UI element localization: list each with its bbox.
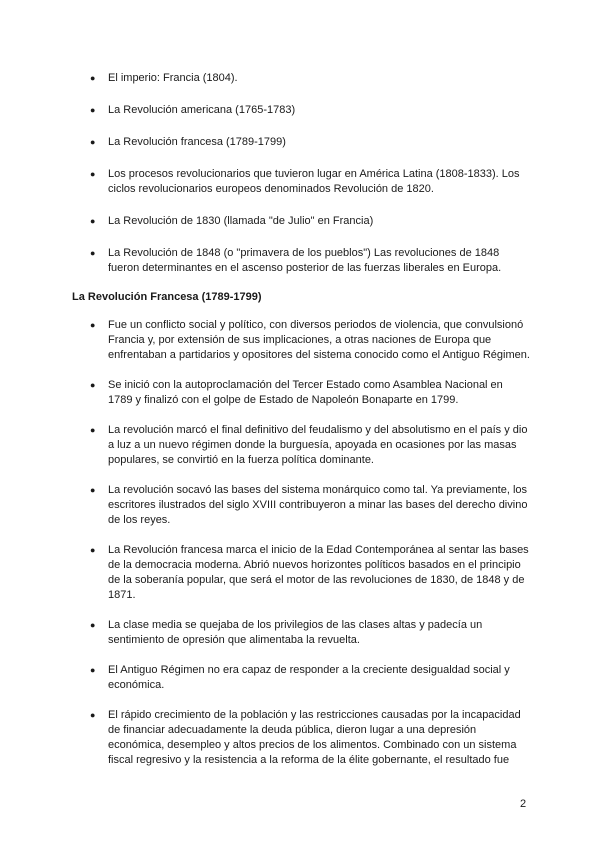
list-item xyxy=(90,543,530,603)
bullet-icon: ● xyxy=(90,248,96,258)
bullet-icon: ● xyxy=(90,380,96,390)
bullet-icon: ● xyxy=(90,216,96,226)
list-item-text: La revolución marcó el final definitivo del feudalismo y del absolutismo en el país y dio a luz a un nuevo régimen donde la burguesía, apoyada en ocasiones por las masas populares, se convirtió en la fuerza política dominante. xyxy=(108,424,528,466)
bullet-icon: ● xyxy=(90,665,96,675)
bullet-icon: ● xyxy=(90,169,96,179)
list-item xyxy=(90,663,530,693)
section-heading: La Revolución Francesa (1789-1799) xyxy=(72,291,262,303)
list-item-text: La Revolución de 1848 (o "primavera de los pueblos") Las revoluciones de 1848 fueron determinantes en el ascenso posterior de las fuerzas liberales en Europa. xyxy=(108,247,502,274)
bullet-icon: ● xyxy=(90,73,96,83)
list-item-text: El Antiguo Régimen no era capaz de responder a la creciente desigualdad social y económica. xyxy=(108,664,510,691)
bullet-icon: ● xyxy=(90,545,96,555)
list-item xyxy=(90,708,530,768)
list-item xyxy=(90,618,530,648)
bullet-icon: ● xyxy=(90,137,96,147)
list-item-text: Se inició con la autoproclamación del Tercer Estado como Asamblea Nacional en 1789 y finalizó con el golpe de Estado de Napoleón Bonaparte en 1799. xyxy=(108,379,503,406)
list-item-text: La Revolución francesa (1789-1799) xyxy=(108,136,286,148)
list-item-text: El rápido crecimiento de la población y las restricciones causadas por la incapacidad de financiar adecuadamente la deuda pública, dieron lugar a una depresión económica, desempleo y altos precios de los alimentos. Combinado con un sistema fiscal regresivo y la resistencia a la reforma de la élite gobernante, el resultado fue xyxy=(108,709,521,766)
list-item xyxy=(90,71,530,86)
list-item-text: El imperio: Francia (1804). xyxy=(108,72,238,84)
list-item-text: La Revolución de 1830 (llamada "de Julio" en Francia) xyxy=(108,215,374,227)
list-item xyxy=(90,483,530,528)
list-item xyxy=(90,214,530,229)
intro-bullet-list xyxy=(90,71,530,293)
list-item xyxy=(90,423,530,468)
page-number: 2 xyxy=(520,798,527,810)
bullet-icon: ● xyxy=(90,320,96,330)
list-item-text: Fue un conflicto social y político, con diversos periodos de violencia, que convulsionó Francia y, por extensión de sus implicaciones, a otras naciones de Europa que enfrentaban a partidarios y opositores del sistema conocido como el Antiguo Régimen. xyxy=(108,319,530,361)
bullet-icon: ● xyxy=(90,620,96,630)
list-item xyxy=(90,318,530,363)
list-item xyxy=(90,135,530,150)
list-item xyxy=(90,378,530,408)
list-item xyxy=(90,167,530,197)
bullet-icon: ● xyxy=(90,105,96,115)
bullet-icon: ● xyxy=(90,485,96,495)
list-item xyxy=(90,103,530,118)
list-item-text: La clase media se quejaba de los privilegios de las clases altas y padecía un sentimiento de opresión que alimentaba la revuelta. xyxy=(108,619,483,646)
list-item-text: La Revolución francesa marca el inicio de la Edad Contemporánea al sentar las bases de la democracia moderna. Abrió nuevos horizontes políticos basados en el principio de la soberanía popular, que será el motor de las revoluciones de 1830, de 1848 y de 1871. xyxy=(108,544,529,601)
list-item-text: La Revolución americana (1765-1783) xyxy=(108,104,296,116)
bullet-icon: ● xyxy=(90,710,96,720)
bullet-icon: ● xyxy=(90,425,96,435)
list-item-text: La revolución socavó las bases del sistema monárquico como tal. Ya previamente, los escritores ilustrados del siglo XVIII contribuyeron a minar las bases del derecho divino de los reyes. xyxy=(108,484,528,526)
list-item-text: Los procesos revolucionarios que tuvieron lugar en América Latina (1808-1833). Los ciclos revolucionarios europeos denominados Revolución de 1820. xyxy=(108,168,520,195)
list-item xyxy=(90,246,530,276)
section-bullet-list xyxy=(90,318,530,783)
